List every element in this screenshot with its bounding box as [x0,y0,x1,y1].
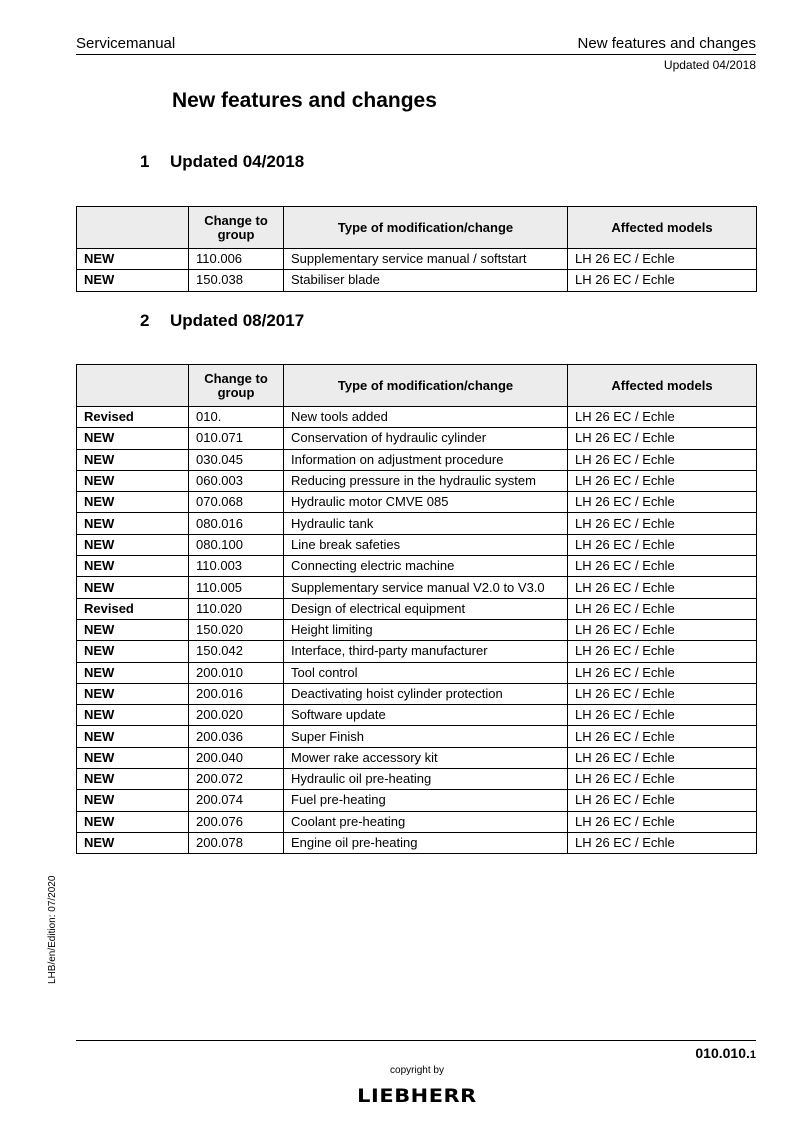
cell-affected-models: LH 26 EC / Echle [568,249,757,270]
table-row [77,790,757,811]
table-row [77,705,757,726]
cell-status: NEW [77,249,189,270]
header-divider [76,54,756,55]
table-row [77,513,757,534]
cell-affected-models: LH 26 EC / Echle [568,790,757,811]
cell-modification-type: Tool control [284,662,568,683]
page-number [695,1045,756,1061]
cell-status: NEW [77,513,189,534]
column-header-models: Affected models [568,365,757,407]
cell-change-group: 200.036 [189,726,284,747]
cell-change-group: 030.045 [189,449,284,470]
cell-status: Revised [77,407,189,428]
cell-change-group: 060.003 [189,470,284,491]
table-row [77,577,757,598]
cell-change-group: 150.020 [189,619,284,640]
liebherr-logo: LIEBHERR [357,1085,477,1107]
cell-modification-type: Stabiliser blade [284,270,568,291]
table-row [77,662,757,683]
cell-affected-models: LH 26 EC / Echle [568,747,757,768]
cell-change-group: 010.071 [189,428,284,449]
table-row [77,726,757,747]
cell-affected-models: LH 26 EC / Echle [568,811,757,832]
cell-affected-models: LH 26 EC / Echle [568,662,757,683]
column-header-change-group: Change to group [189,207,284,249]
cell-affected-models: LH 26 EC / Echle [568,470,757,491]
cell-affected-models: LH 26 EC / Echle [568,769,757,790]
cell-modification-type: Fuel pre-heating [284,790,568,811]
cell-affected-models: LH 26 EC / Echle [568,619,757,640]
table-row [77,747,757,768]
section-2-number: 2 [140,311,150,330]
cell-change-group: 200.040 [189,747,284,768]
cell-modification-type: Information on adjustment procedure [284,449,568,470]
copyright-text: copyright by [390,1065,444,1076]
cell-change-group: 080.100 [189,534,284,555]
cell-modification-type: Engine oil pre-heating [284,832,568,853]
cell-status: NEW [77,428,189,449]
cell-affected-models: LH 26 EC / Echle [568,726,757,747]
cell-change-group: 110.005 [189,577,284,598]
table-row [77,470,757,491]
cell-affected-models: LH 26 EC / Echle [568,556,757,577]
cell-modification-type: Supplementary service manual V2.0 to V3.0 [284,577,568,598]
cell-status: NEW [77,449,189,470]
table-row [77,492,757,513]
cell-status: NEW [77,662,189,683]
cell-status: Revised [77,598,189,619]
table-header-row [77,207,757,249]
cell-status: NEW [77,470,189,491]
cell-status: NEW [77,769,189,790]
table-row [77,270,757,291]
table-1-body [77,249,757,292]
column-header-change-group: Change to group [189,365,284,407]
header-updated: Updated 04/2018 [663,58,756,72]
cell-modification-type: Supplementary service manual / softstart [284,249,568,270]
section-2-title [140,311,304,331]
cell-affected-models: LH 26 EC / Echle [568,577,757,598]
cell-modification-type: Hydraulic tank [284,513,568,534]
cell-modification-type: Interface, third-party manufacturer [284,641,568,662]
cell-modification-type: Connecting electric machine [284,556,568,577]
section-1-number: 1 [140,152,150,171]
table-row [77,641,757,662]
cell-affected-models: LH 26 EC / Echle [568,598,757,619]
cell-modification-type: Height limiting [284,619,568,640]
cell-status: NEW [77,726,189,747]
cell-change-group: 110.020 [189,598,284,619]
table-row [77,598,757,619]
page-number-main: 010.010. [695,1045,750,1061]
cell-change-group: 110.006 [189,249,284,270]
cell-affected-models: LH 26 EC / Echle [568,641,757,662]
cell-change-group: 200.078 [189,832,284,853]
cell-modification-type: Deactivating hoist cylinder protection [284,683,568,704]
cell-modification-type: Super Finish [284,726,568,747]
cell-modification-type: Mower rake accessory kit [284,747,568,768]
table-row [77,249,757,270]
cell-change-group: 200.016 [189,683,284,704]
table-row [77,769,757,790]
cell-change-group: 200.076 [189,811,284,832]
table-2-body [77,407,757,854]
table-row [77,407,757,428]
cell-change-group: 150.038 [189,270,284,291]
cell-affected-models: LH 26 EC / Echle [568,513,757,534]
cell-status: NEW [77,577,189,598]
section-1-heading: Updated 04/2018 [170,152,305,171]
cell-status: NEW [77,556,189,577]
cell-modification-type: New tools added [284,407,568,428]
cell-change-group: 150.042 [189,641,284,662]
table-row [77,683,757,704]
cell-affected-models: LH 26 EC / Echle [568,449,757,470]
cell-status: NEW [77,270,189,291]
cell-affected-models: LH 26 EC / Echle [568,407,757,428]
cell-affected-models: LH 26 EC / Echle [568,534,757,555]
header-left: Servicemanual [76,35,176,52]
cell-modification-type: Hydraulic oil pre-heating [284,769,568,790]
page-title: New features and changes [172,89,437,112]
changes-table-1 [76,206,757,292]
cell-modification-type: Coolant pre-heating [284,811,568,832]
cell-affected-models: LH 26 EC / Echle [568,492,757,513]
cell-modification-type: Line break safeties [284,534,568,555]
cell-change-group: 200.010 [189,662,284,683]
column-header-type: Type of modification/change [284,207,568,249]
cell-status: NEW [77,811,189,832]
edition-side-text: LHB/en/Edition: 07/2020 [47,875,58,984]
cell-change-group: 010. [189,407,284,428]
cell-change-group: 080.016 [189,513,284,534]
section-1-title [140,152,304,172]
cell-modification-type: Software update [284,705,568,726]
cell-change-group: 070.068 [189,492,284,513]
changes-table-2 [76,364,757,854]
cell-modification-type: Reducing pressure in the hydraulic system [284,470,568,491]
table-row [77,619,757,640]
table-row [77,832,757,853]
cell-affected-models: LH 26 EC / Echle [568,428,757,449]
table-row [77,811,757,832]
cell-modification-type: Design of electrical equipment [284,598,568,619]
cell-status: NEW [77,683,189,704]
cell-status: NEW [77,832,189,853]
cell-status: NEW [77,790,189,811]
cell-change-group: 200.074 [189,790,284,811]
cell-change-group: 110.003 [189,556,284,577]
header-right: New features and changes [577,35,756,52]
cell-modification-type: Conservation of hydraulic cylinder [284,428,568,449]
table-row [77,428,757,449]
cell-change-group: 200.072 [189,769,284,790]
table-row [77,534,757,555]
cell-affected-models: LH 26 EC / Echle [568,705,757,726]
section-2-heading: Updated 08/2017 [170,311,305,330]
cell-affected-models: LH 26 EC / Echle [568,270,757,291]
cell-status: NEW [77,641,189,662]
column-header-status [77,365,189,407]
cell-affected-models: LH 26 EC / Echle [568,832,757,853]
page-number-sub: 1 [749,1049,756,1061]
cell-status: NEW [77,534,189,555]
cell-status: NEW [77,492,189,513]
cell-modification-type: Hydraulic motor CMVE 085 [284,492,568,513]
cell-status: NEW [77,747,189,768]
cell-status: NEW [77,619,189,640]
table-header-row [77,365,757,407]
table-row [77,556,757,577]
column-header-status [77,207,189,249]
cell-change-group: 200.020 [189,705,284,726]
column-header-models: Affected models [568,207,757,249]
column-header-type: Type of modification/change [284,365,568,407]
footer-divider [76,1040,756,1041]
cell-affected-models: LH 26 EC / Echle [568,683,757,704]
table-row [77,449,757,470]
cell-status: NEW [77,705,189,726]
